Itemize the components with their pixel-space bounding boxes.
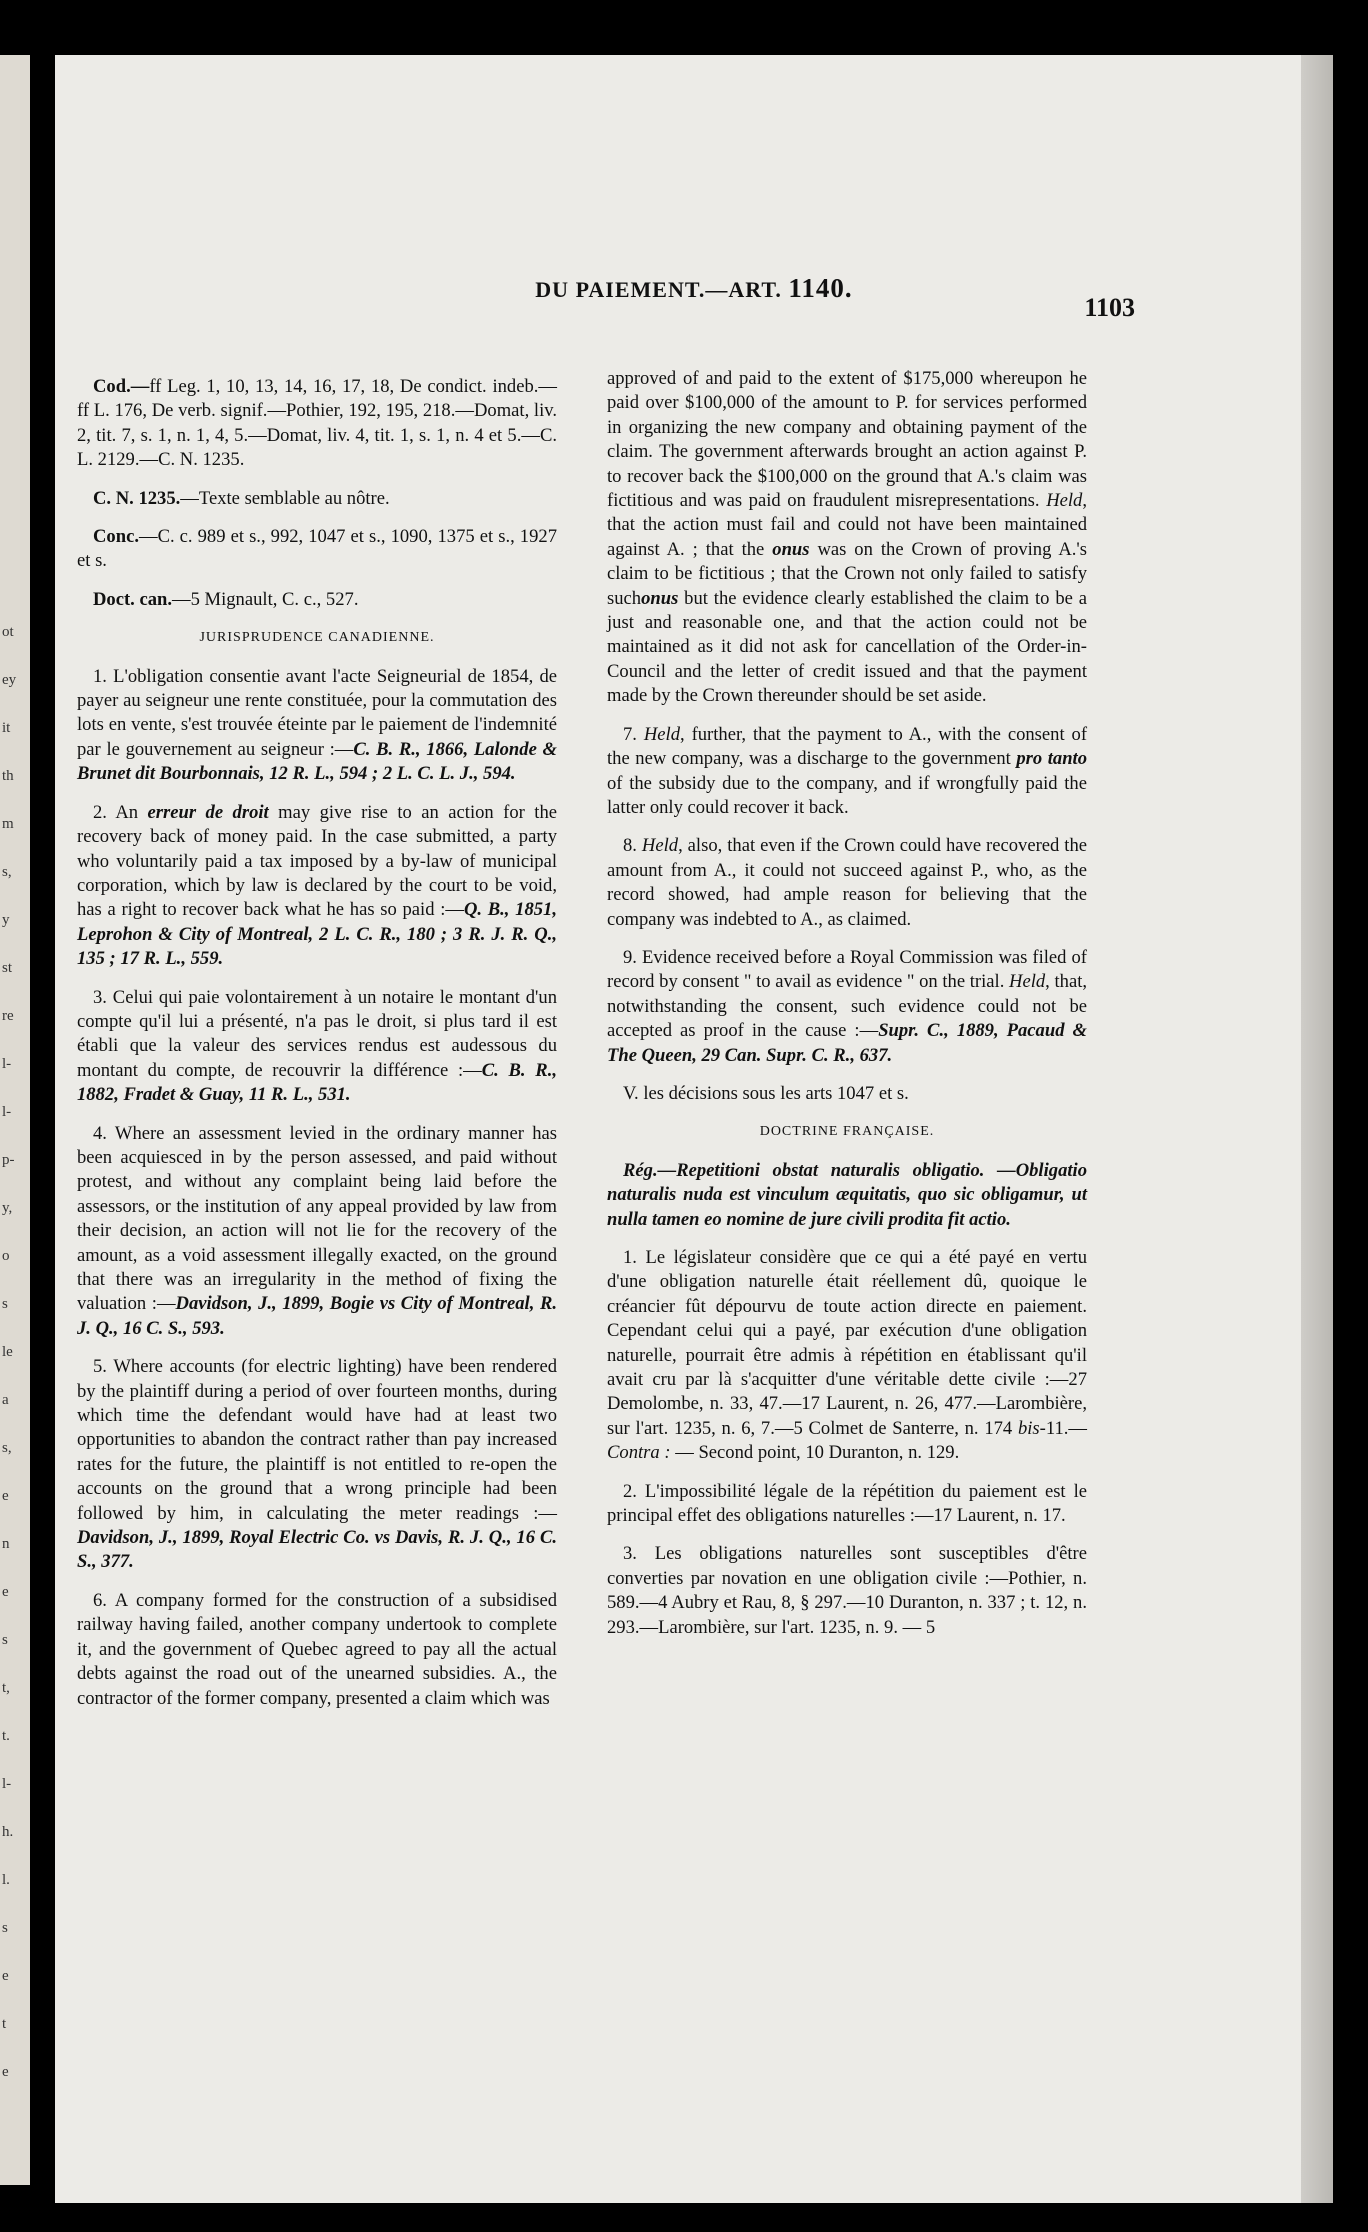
cn-paragraph — [77, 487, 557, 511]
adjacent-page-fragment: t. — [2, 1728, 10, 1744]
cn-text: —Texte semblable au nôtre. — [180, 487, 390, 509]
adjacent-page-fragment: st — [2, 960, 13, 976]
adjacent-page-fragment: le — [2, 1344, 13, 1360]
cod-paragraph — [77, 375, 557, 473]
adjacent-page-fragment: s — [2, 1296, 8, 1312]
adjacent-page-fragment: y, — [2, 1200, 13, 1216]
adjacent-page-fragment: h. — [2, 1824, 14, 1840]
adjacent-page-fragment: s, — [2, 1440, 12, 1456]
juris-item-7: 7. Held, further, that the payment to A., with the consent of the new company, was a discharge to the government pro tanto of the subsidy due to the company, and if wrongfully paid the latter only could recover it back. — [607, 723, 1088, 818]
adjacent-page-fragment: th — [2, 768, 14, 784]
doctrine-item-1: 1. Le législateur considère que ce qui a été payé en vertu d'une obligation naturelle était réellement dû, quoique le créancier fût dépourvu de toute action directe en paiement. Cependant celui qui a payé, par exécution d'une obligation naturelle, pourrait être admis à répétition en établissant qu'il avait cru par là s'acquitter d'une véritable dette civile :—27 Demolombe, n. 33, 47.—17 Laurent, n. 26, 477.—Larombière, sur l'art. 1235, n. 6, 7.—5 Colmet de Santerre, n. 174 bis-11.—Contra : — Second point, 10 Duranton, n. 129. — [607, 1247, 1087, 1464]
doctrine-heading: DOCTRINE FRANÇAISE. — [759, 1124, 935, 1140]
adjacent-page-fragment: e — [2, 2064, 9, 2080]
running-head — [55, 273, 1333, 304]
adjacent-page-fragment: it — [2, 720, 11, 736]
juris-item-3: 3. Celui qui paie volontairement à un notaire le montant d'un compte qu'il lui a présenté, n'a pas le droit, si plus tard il est établi que la valeur des services rendus est audessous du montant du compte, de recouvrir la différence :—C. B. R., 1882, Fradet & Guay, 11 R. L., 531. — [77, 986, 557, 1106]
adjacent-page-fragment: s, — [2, 864, 12, 880]
adjacent-page-fragment: ey — [2, 672, 17, 688]
adjacent-page-fragment: e — [2, 1584, 9, 1600]
conc-paragraph — [77, 525, 557, 574]
juris-item-2-citation: Q. B., 1851, Leprohon & City of Montreal, 2 L. C. R., 180 ; 3 R. J. R. Q., 135 ; 17 R. L., 559. — [77, 899, 557, 970]
juris-item-6: 6. A company formed for the construction of a subsidised railway having failed, another company undertook to complete it, and the government of Quebec agreed to pay all the actual debts against the road out of the unearned subsidies. A., the contractor of the former company, presented a claim which was — [77, 1589, 557, 1709]
adjacent-page-fragment: a — [2, 1392, 9, 1408]
adjacent-page-fragment: ot — [2, 624, 14, 640]
book-page — [55, 55, 1333, 2203]
adjacent-page-edge — [0, 55, 30, 2185]
adjacent-page-fragment: s — [2, 1920, 8, 1936]
page-binding-edge — [1301, 55, 1333, 2203]
running-head-title: DU PAIEMENT.—ART. — [535, 277, 782, 302]
doct-text: —5 Mignault, C. c., 527. — [172, 588, 359, 610]
cod-label: Cod.— — [93, 376, 150, 397]
adjacent-page-fragment: e — [2, 1968, 9, 1984]
adjacent-page-fragment: o — [2, 1248, 10, 1264]
adjacent-page-fragment: s — [2, 1632, 8, 1648]
juris-item-4: 4. Where an assessment levied in the ordinary manner has been acquiesced in by the person assessed, and paid without protest, and without any complaint being laid before the assessors, or the institution of any appeal provided by law from their decision, an action will not lie for the recovery of the amount, as a void assessment illegally exacted, on the ground that there was an irregularity in the method of fixing the valuation :—Davidson, J., 1899, Bogie vs City of Montreal, R. J. Q., 16 C. S., 593. — [77, 1122, 557, 1339]
see-also: V. les décisions sous les arts 1047 et s. — [623, 1082, 909, 1104]
page-number: 1103 — [1084, 293, 1135, 322]
juris-item-4-citation: Davidson, J., 1899, Bogie vs City of Montreal, R. J. Q., 16 C. S., 593. — [77, 1293, 557, 1339]
juris-item-1-citation: C. B. R., 1866, Lalonde & Brunet dit Bourbonnais, 12 R. L., 594 ; 2 L. C. L. J., 594. — [77, 738, 557, 785]
conc-label: Conc. — [93, 526, 139, 548]
doctrine-item-3: 3. Les obligations naturelles sont susceptibles d'être converties par novation en une obligation civile :—Pothier, n. 589.—4 Aubry et Rau, 8, § 297.—10 Duranton, n. 337 ; t. 12, n. 293.—Larombière, sur l'art. 1235, n. 9. — 5 — [607, 1543, 1087, 1638]
juris-item-5: 5. Where accounts (for electric lighting) have been rendered by the plaintiff during a period of over fourteen months, during which time the defendant would have had at least two opportunities to abandon the contract rather than pay increased rates for the future, the plaintiff is not entitled to re-open the accounts on the ground that a wrong principle had been followed by him, in calculating the meter readings :—Davidson, J., 1899, Royal Electric Co. vs Davis, R. J. Q., 16 C. S., 377. — [77, 1356, 557, 1573]
doct-paragraph — [77, 588, 557, 612]
adjacent-page-fragment: y — [2, 912, 10, 928]
juris-item-8: 8. Held, also, that even if the Crown could have recovered the amount from A., it could not succeed against P., who, as the record showed, had ample reason for believing that the company was indebted to A., as claimed. — [607, 835, 1087, 930]
conc-text: —C. c. 989 et s., 992, 1047 et s., 1090, 1375 et s., 1927 et s. — [77, 526, 557, 572]
adjacent-page-fragment: re — [2, 1008, 14, 1024]
adjacent-page-fragment: l- — [2, 1056, 12, 1072]
adjacent-page-fragment: n — [2, 1536, 10, 1552]
adjacent-page-fragment: l- — [2, 1104, 12, 1120]
cod-text: ff Leg. 1, 10, 13, 14, 16, 17, 18, De condict. indeb.—ff L. 176, De verb. signif.—Pothier, 192, 195, 218.—Domat, liv. 2, tit. 7, s. 1, n. 1, 4, 5.—Domat, liv. 4, tit. 1, s. 1, n. 4 et 5.—C. L. 2129.—C. N. 1235. — [77, 376, 557, 471]
adjacent-page-fragment: m — [2, 816, 14, 832]
juris-item-1: 1. L'obligation consentie avant l'acte Seigneurial de 1854, de payer au seigneur une rente constituée, pour la commutation des lots en vente, s'est trouvée éteinte par le paiement de l'indemnité par le gouvernement au seigneur :—C. B. R., 1866, Lalonde & Brunet dit Bourbonnais, 12 R. L., 594 ; 2 L. C. L. J., 594. — [77, 665, 557, 785]
right-column — [607, 367, 1087, 1654]
adjacent-page-fragment: t, — [2, 1680, 10, 1696]
jurisprudence-heading: JURISPRUDENCE CANADIENNE. — [199, 630, 435, 646]
adjacent-page-fragment: t — [2, 2016, 7, 2032]
cn-label: C. N. 1235. — [93, 487, 181, 509]
adjacent-page-fragment: l. — [2, 1872, 10, 1888]
regula-paragraph: Rég.—Repetitioni obstat naturalis obligatio. —Obligatio naturalis nuda est vinculum æquitatis, quo sic obligamur, ut nulla tamen eo nomine de jure civili prodita fit actio. — [607, 1159, 1087, 1230]
doct-label: Doct. can. — [93, 588, 173, 610]
juris-item-9: 9. Evidence received before a Royal Commission was filed of record by consent " to avail as evidence " on the trial. Held, that, notwithstanding the consent, such evidence could not be accepted as proof in the cause :—Supr. C., 1889, Pacaud & The Queen, 29 Can. Supr. C. R., 637. — [607, 946, 1088, 1066]
adjacent-page-fragment: l- — [2, 1776, 12, 1792]
adjacent-page-fragment: p- — [2, 1152, 15, 1168]
juris-item-5-citation: Davidson, J., 1899, Royal Electric Co. vs Davis, R. J. Q., 16 C. S., 377. — [77, 1527, 557, 1573]
left-column — [77, 375, 557, 1725]
juris-item-2: 2. An erreur de droit may give rise to an action for the recovery back of money paid. In the case submitted, a party who voluntarily paid a tax imposed by a by-law of municipal corporation, which by law is declared by the court to be void, has a right to recover back what he has so paid :—Q. B., 1851, Leprohon & City of Montreal, 2 L. C. R., 180 ; 3 R. J. R. Q., 135 ; 17 R. L., 559. — [77, 801, 558, 970]
doctrine-item-2: 2. L'impossibilité légale de la répétition du paiement est le principal effet des obligations naturelles :—17 Laurent, n. 17. — [607, 1480, 1087, 1527]
running-head-article: 1140. — [788, 273, 853, 303]
juris-item-9-citation: Supr. C., 1889, Pacaud & The Queen, 29 Can. Supr. C. R., 637. — [607, 1020, 1087, 1066]
adjacent-page-fragment: e — [2, 1488, 9, 1504]
juris-item-6-continued: approved of and paid to the extent of $175,000 whereupon he paid over $100,000 of the amount to P. for services performed in organizing the new company and obtaining payment of the claim. The government afterwards brought an action against P. to recover back the $100,000 on the ground that A.'s claim was fictitious and was paid on fraudulent misrepresentations. Held, that the action must fail and could not have been maintained against A. ; that the onus was on the Crown of proving A.'s claim to be fictitious ; that the Crown not only failed to satisfy suchonus but the evidence clearly established the claim to be a just and reasonable one, and that the action could not be maintained as it did not ask for cancellation of the Order-in-Council and the letter of credit issued and that the payment made by the Crown thereunder should be set aside. — [607, 368, 1087, 707]
juris-item-3-citation: C. B. R., 1882, Fradet & Guay, 11 R. L., 531. — [77, 1059, 557, 1106]
